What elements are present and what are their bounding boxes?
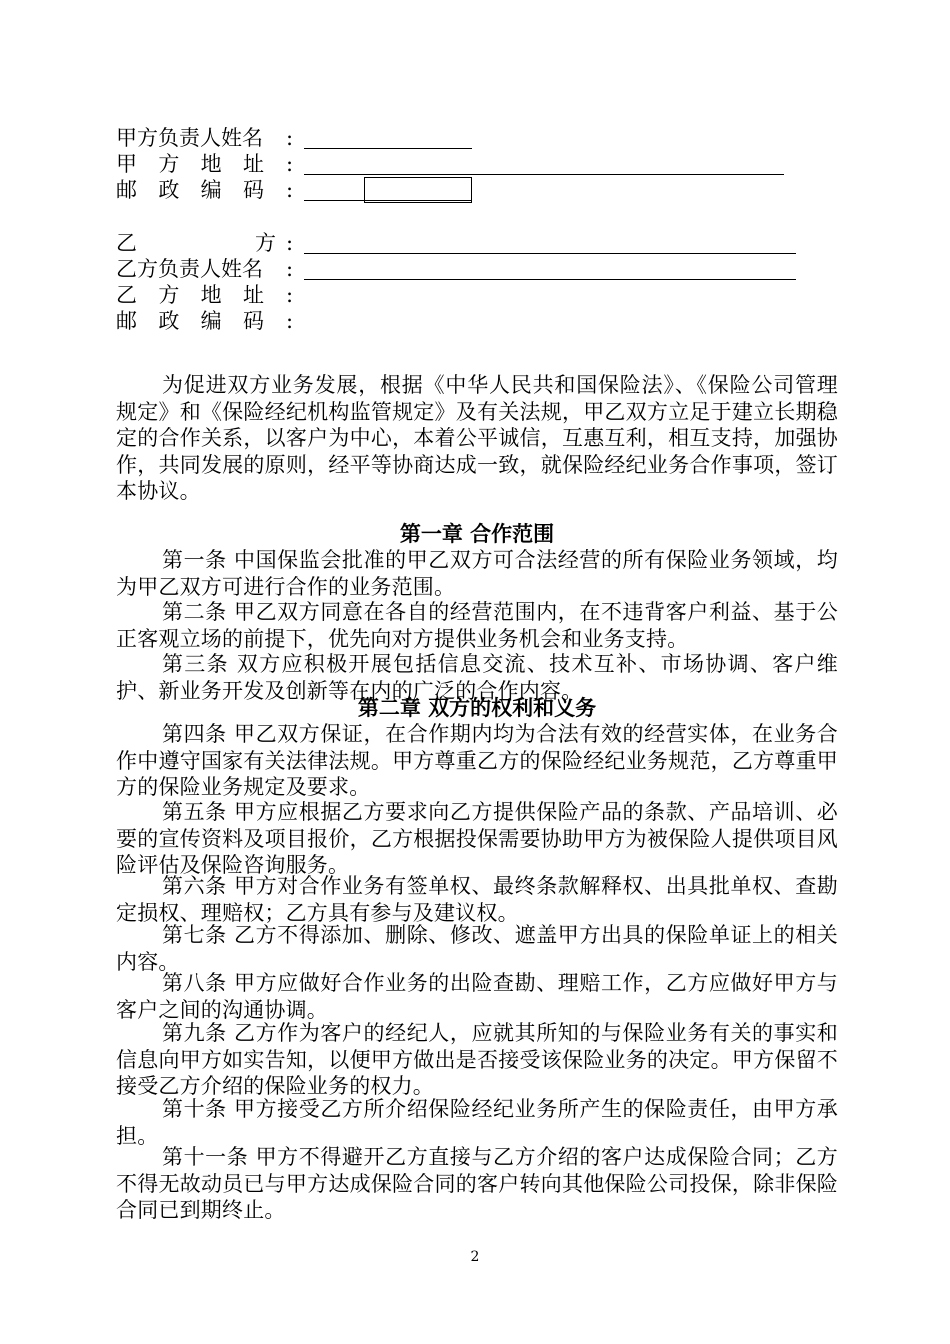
party-b-addr-label	[116, 282, 264, 308]
colon: :	[286, 152, 294, 176]
party-b-label	[116, 230, 276, 256]
page-number: 2	[470, 1249, 480, 1265]
label-char: 甲	[116, 152, 137, 176]
party-b-rep-blank-line[interactable]	[304, 279, 796, 280]
party-b-rep-field	[116, 256, 294, 282]
label-char: 乙	[116, 231, 137, 255]
party-a-zip-input-box[interactable]	[364, 177, 472, 203]
party-b-field	[116, 230, 294, 256]
party-b-blank-line[interactable]	[304, 253, 796, 254]
label-char: 政	[158, 309, 180, 333]
colon: :	[286, 231, 294, 255]
party-a-zip-field	[116, 177, 294, 203]
party-b-addr-field	[116, 282, 294, 308]
label-char: 邮	[116, 309, 137, 333]
label-char: 码	[242, 309, 264, 333]
label-char: 编	[200, 309, 222, 333]
chapter-2-heading: 第二章 双方的权利和义务	[357, 695, 597, 720]
party-a-rep-blank-line[interactable]	[304, 148, 472, 149]
label-char: 邮	[116, 178, 137, 202]
label-char: 方	[158, 283, 180, 307]
preamble-paragraph: 为促进双方业务发展，根据《中华人民共和国保险法》、《保险公司管理规定》和《保险经纪机构监管规定》及有关法规，甲乙双方立足于建立长期稳定的合作关系，以客户为中心，本着公平诚信，互惠互利，相互支持，加强协作，共同发展的原则，经平等协商达成一致，就保险经纪业务合作事项，签订本协议。	[116, 373, 838, 503]
colon: :	[286, 178, 294, 202]
party-b-rep-label: 乙方负责人姓名	[116, 257, 263, 281]
party-a-addr-label	[116, 151, 264, 177]
chapter-1-heading: 第一章 合作范围	[399, 521, 555, 546]
article-paragraph: 第十条 甲方接受乙方所介绍保险经纪业务所产生的保险责任，由甲方承担。	[116, 1097, 838, 1148]
colon: :	[286, 126, 294, 150]
label-char: 方	[158, 152, 180, 176]
colon: :	[286, 309, 294, 333]
label-char: 址	[242, 152, 264, 176]
label-char: 码	[242, 178, 264, 202]
label-char: 方	[255, 231, 276, 255]
article-paragraph: 第六条 甲方对合作业务有签单权、最终条款解释权、出具批单权、查勘定损权、理赔权；乙方具有参与及建议权。	[116, 874, 838, 925]
label-char: 编	[200, 178, 222, 202]
party-b-zip-label	[116, 308, 264, 334]
party-a-rep-label: 甲方负责人姓名	[116, 126, 263, 150]
article-paragraph: 第五条 甲方应根据乙方要求向乙方提供保险产品的条款、产品培训、必要的宣传资料及项目报价，乙方根据投保需要协助甲方为被保险人提供项目风险评估及保险咨询服务。	[116, 800, 838, 877]
label-char: 地	[200, 283, 222, 307]
article-paragraph: 第七条 乙方不得添加、删除、修改、遮盖甲方出具的保险单证上的相关内容。	[116, 923, 838, 974]
article-paragraph: 第一条 中国保监会批准的甲乙双方可合法经营的所有保险业务领域，均为甲乙双方可进行合作的业务范围。	[116, 548, 838, 599]
party-a-rep-field	[116, 125, 294, 151]
label-char: 政	[158, 178, 180, 202]
article-paragraph: 第三条 双方应积极开展包括信息交流、技术互补、市场协调、客户维护、新业务开发及创新等在内的广泛的合作内容。	[116, 652, 838, 703]
party-a-zip-label	[116, 177, 264, 203]
article-paragraph: 第八条 甲方应做好合作业务的出险查勘、理赔工作，乙方应做好甲方与客户之间的沟通协调。	[116, 971, 838, 1022]
article-paragraph: 第二条 甲乙双方同意在各自的经营范围内，在不违背客户利益、基于公正客观立场的前提下，优先向对方提供业务机会和业务支持。	[116, 600, 838, 651]
article-paragraph: 第九条 乙方作为客户的经纪人，应就其所知的与保险业务有关的事实和信息向甲方如实告知，以便甲方做出是否接受该保险业务的决定。甲方保留不接受乙方介绍的保险业务的权力。	[116, 1021, 838, 1098]
colon: :	[286, 283, 294, 307]
label-char: 乙	[116, 283, 137, 307]
colon: :	[286, 257, 294, 281]
label-char: 地	[200, 152, 222, 176]
party-a-addr-field	[116, 151, 294, 177]
label-char: 址	[242, 283, 264, 307]
party-b-zip-field	[116, 308, 294, 334]
party-a-addr-blank-line[interactable]	[304, 174, 784, 175]
article-paragraph: 第十一条 甲方不得避开乙方直接与乙方介绍的客户达成保险合同；乙方不得无故动员已与甲方达成保险合同的客户转向其他保险公司投保，除非保险合同已到期终止。	[116, 1145, 838, 1222]
article-paragraph: 第四条 甲乙双方保证，在合作期内均为合法有效的经营实体，在业务合作中遵守国家有关法律法规。甲方尊重乙方的保险经纪业务规范，乙方尊重甲方的保险业务规定及要求。	[116, 722, 838, 799]
